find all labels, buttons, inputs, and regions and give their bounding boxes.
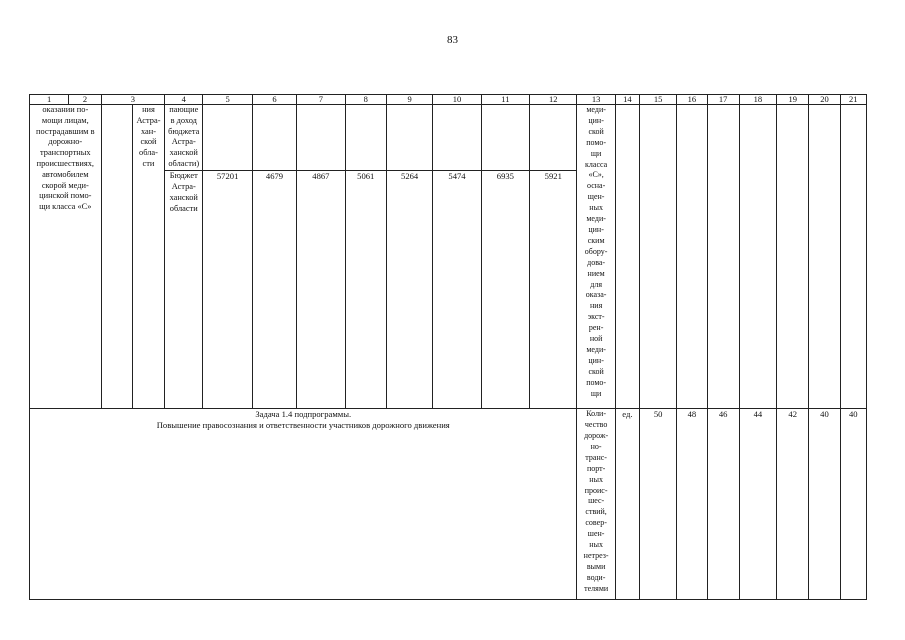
value-cell: 57201 <box>203 171 252 409</box>
empty-cell <box>530 105 577 171</box>
value-cell: 4867 <box>297 171 345 409</box>
header-cell: 20 <box>809 95 840 105</box>
unit-cell: ед. <box>615 409 639 600</box>
empty-cell <box>840 105 866 409</box>
header-cell: 4 <box>165 95 203 105</box>
value-cell: 50 <box>639 409 676 600</box>
executor-cell: ния Астра- хан- ской обла- сти <box>132 105 164 409</box>
header-cell: 1 <box>30 95 69 105</box>
empty-cell <box>203 105 252 171</box>
header-cell: 6 <box>252 95 296 105</box>
value-cell: 46 <box>707 409 739 600</box>
indicator-cell: Коли- чество дорож- но- транс- порт- ных проис- шес- ствий, совер- шен- ных нетрез- выми води- телями <box>577 409 615 600</box>
empty-cell <box>345 105 386 171</box>
empty-cell <box>707 105 739 409</box>
value-cell: 4679 <box>252 171 296 409</box>
indicator-cell: меди- цин- ской помо- щи класса «С», осна- щен- ных меди- цин- ским обору- дова- нием для оказа- ния экст- рен- ной меди- цин- ской помо- щи <box>577 105 615 409</box>
value-cell: 5061 <box>345 171 386 409</box>
value-cell: 40 <box>840 409 866 600</box>
header-row <box>30 95 867 105</box>
event-description: оказании по- мощи лицам, пострадавшим в дорожно- транспортных происшествиях, автомобилем скорой меди- цинской помо- щи класса «С» <box>30 105 102 409</box>
value-cell: 5921 <box>530 171 577 409</box>
header-cell: 2 <box>69 95 101 105</box>
header-cell: 8 <box>345 95 386 105</box>
empty-cell <box>386 105 432 171</box>
table-row <box>30 105 867 171</box>
funding-source-top: пающие в доход бюджета Астра- ханской области) <box>165 105 203 171</box>
value-cell: 5264 <box>386 171 432 409</box>
empty-cell <box>433 105 481 171</box>
empty-cell <box>739 105 776 409</box>
header-cell: 15 <box>639 95 676 105</box>
value-cell: 6935 <box>481 171 529 409</box>
funding-source-bottom: Бюджет Астра- ханской области <box>165 171 203 409</box>
value-cell: 42 <box>777 409 809 600</box>
header-cell: 10 <box>433 95 481 105</box>
empty-cell <box>297 105 345 171</box>
header-cell: 5 <box>203 95 252 105</box>
header-cell: 16 <box>677 95 707 105</box>
header-cell: 3 <box>101 95 165 105</box>
table-row <box>30 409 867 600</box>
header-cell: 9 <box>386 95 432 105</box>
empty-cell <box>809 105 840 409</box>
header-cell: 19 <box>777 95 809 105</box>
header-cell: 12 <box>530 95 577 105</box>
empty-cell <box>101 105 132 409</box>
task-text: Повышение правосознания и ответственности участников дорожного движения <box>156 420 450 431</box>
task-cell <box>30 409 577 600</box>
header-cell: 18 <box>739 95 776 105</box>
empty-cell <box>677 105 707 409</box>
header-cell: 11 <box>481 95 529 105</box>
task-title: Задача 1.4 подпрограммы. <box>255 409 352 420</box>
header-cell: 13 <box>577 95 615 105</box>
empty-cell <box>777 105 809 409</box>
value-cell: 40 <box>809 409 840 600</box>
value-cell: 48 <box>677 409 707 600</box>
empty-cell <box>252 105 296 171</box>
value-cell: 5474 <box>433 171 481 409</box>
empty-cell <box>615 105 639 409</box>
value-cell: 44 <box>739 409 776 600</box>
empty-cell <box>481 105 529 171</box>
header-cell: 7 <box>297 95 345 105</box>
header-cell: 14 <box>615 95 639 105</box>
empty-cell <box>639 105 676 409</box>
program-table <box>29 94 867 600</box>
header-cell: 17 <box>707 95 739 105</box>
page-number: 83 <box>447 34 458 46</box>
header-cell: 21 <box>840 95 866 105</box>
